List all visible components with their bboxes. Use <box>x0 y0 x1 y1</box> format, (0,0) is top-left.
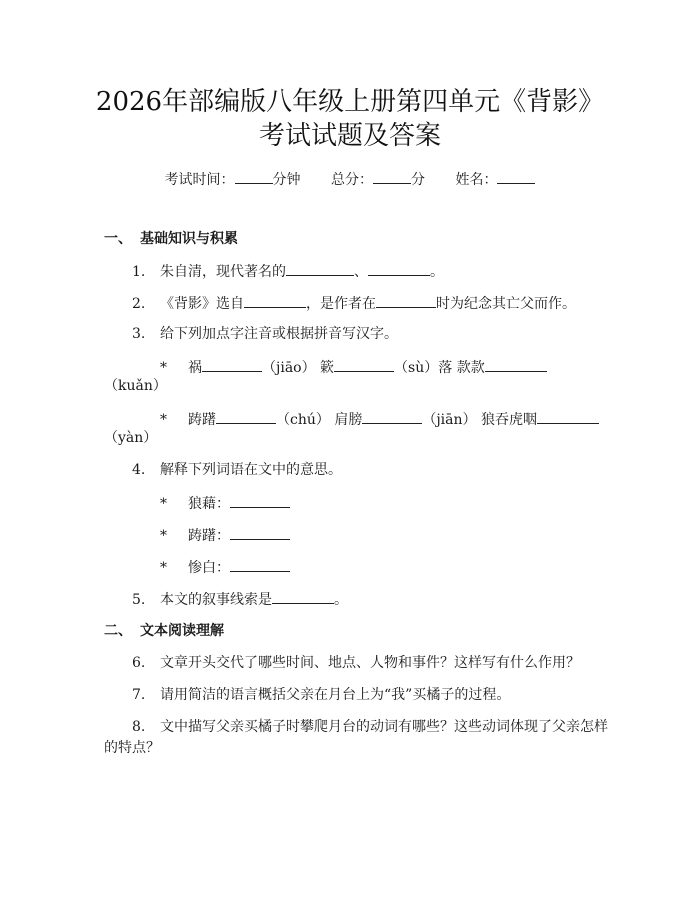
question-6 <box>132 654 580 672</box>
bullet: * <box>160 528 167 544</box>
item-word: 狼吞虎咽 <box>480 412 537 428</box>
bullet: * <box>160 412 167 428</box>
item-word: 簌 <box>320 360 335 376</box>
section-title: 基础知识与积累 <box>140 231 238 247</box>
score-label: 总分： <box>331 172 373 188</box>
question-text: 。 <box>430 264 444 280</box>
question-number: 8. <box>132 719 146 735</box>
question-8-wrap: 的特点？ <box>104 740 160 756</box>
question-text: 请用简洁的语言概括父亲在月台上为“我”买橘子的过程。 <box>160 687 511 703</box>
answer-blank <box>537 410 599 424</box>
question-text: 朱自清，现代著名的 <box>160 264 286 280</box>
question-4-item-1 <box>160 494 290 513</box>
section-title: 文本阅读理解 <box>140 623 224 639</box>
question-4 <box>132 461 342 479</box>
document-title-line-1: 2026年部编版八年级上册第四单元《背影》 <box>95 87 605 117</box>
question-number: 6. <box>132 655 146 671</box>
question-number: 3. <box>132 326 146 342</box>
section-number: 一、 <box>104 231 132 247</box>
pinyin: （jiān） <box>422 412 477 428</box>
question-8 <box>132 718 608 736</box>
section-heading-1 <box>104 230 238 248</box>
question-text: ，是作者在 <box>306 296 376 312</box>
answer-blank <box>230 494 290 508</box>
item-word: 祸 <box>188 360 202 376</box>
pinyin: （sù）落 <box>394 360 453 376</box>
score-unit: 分 <box>411 172 425 188</box>
question-2 <box>132 294 576 313</box>
answer-blank <box>216 410 276 424</box>
time-blank <box>235 170 273 184</box>
answer-blank <box>272 590 334 604</box>
question-7 <box>132 686 510 704</box>
item-label: 狼藉： <box>188 496 230 512</box>
answer-blank <box>244 294 306 308</box>
question-number: 2. <box>132 296 146 312</box>
exam-info-row <box>0 170 700 189</box>
question-text: 给下列加点字注音或根据拼音写汉字。 <box>160 326 398 342</box>
section-heading-2 <box>104 622 224 640</box>
question-text: 文章开头交代了哪些时间、地点、人物和事件？这样写有什么作用？ <box>160 655 580 671</box>
item-label: 惨白： <box>188 560 230 576</box>
question-number: 1. <box>132 264 146 280</box>
question-number: 4. <box>132 462 146 478</box>
question-4-item-2 <box>160 526 290 545</box>
answer-blank <box>368 262 430 276</box>
score-blank <box>373 170 411 184</box>
question-text: 解释下列词语在文中的意思。 <box>160 462 342 478</box>
question-text: 《背影》选自 <box>160 296 244 312</box>
item-label: 踌躇： <box>188 528 230 544</box>
item-word: 款款 <box>456 360 485 376</box>
bullet: * <box>160 360 167 376</box>
answer-blank <box>286 262 354 276</box>
answer-blank <box>376 294 436 308</box>
question-3-row-2-wrap: （yàn） <box>104 430 158 446</box>
question-4-item-3 <box>160 558 290 577</box>
time-unit: 分钟 <box>272 172 301 188</box>
bullet: * <box>160 496 167 512</box>
question-text: 。 <box>334 592 348 608</box>
name-label: 姓名： <box>455 172 498 188</box>
answer-blank <box>334 358 394 372</box>
question-number: 7. <box>132 687 146 703</box>
question-text: 本文的叙事线索是 <box>160 592 272 608</box>
pinyin: （jiāo） <box>262 360 316 376</box>
document-title-line-2: 考试试题及答案 <box>258 121 441 151</box>
time-label: 考试时间： <box>164 172 235 188</box>
item-word: 肩膀 <box>334 412 363 428</box>
bullet: * <box>160 560 167 576</box>
section-number: 二、 <box>104 623 132 639</box>
item-word: 踌躇 <box>188 412 216 428</box>
answer-blank <box>230 558 290 572</box>
question-5 <box>132 590 348 609</box>
question-3-row-1 <box>160 358 547 377</box>
answer-blank <box>230 526 290 540</box>
question-3-row-2 <box>160 410 599 429</box>
question-number: 5. <box>132 592 146 608</box>
answer-blank <box>362 410 422 424</box>
pinyin: （chú） <box>276 412 330 428</box>
question-text: 时为纪念其亡父而作。 <box>436 296 576 312</box>
question-text: 、 <box>354 264 368 280</box>
answer-blank <box>485 358 547 372</box>
question-3 <box>132 325 398 343</box>
question-3-row-1-wrap: （kuǎn） <box>104 378 167 394</box>
question-1 <box>132 262 444 281</box>
answer-blank <box>202 358 262 372</box>
name-blank <box>497 170 535 184</box>
question-text: 文中描写父亲买橘子时攀爬月台的动词有哪些？这些动词体现了父亲怎样 <box>160 719 608 735</box>
